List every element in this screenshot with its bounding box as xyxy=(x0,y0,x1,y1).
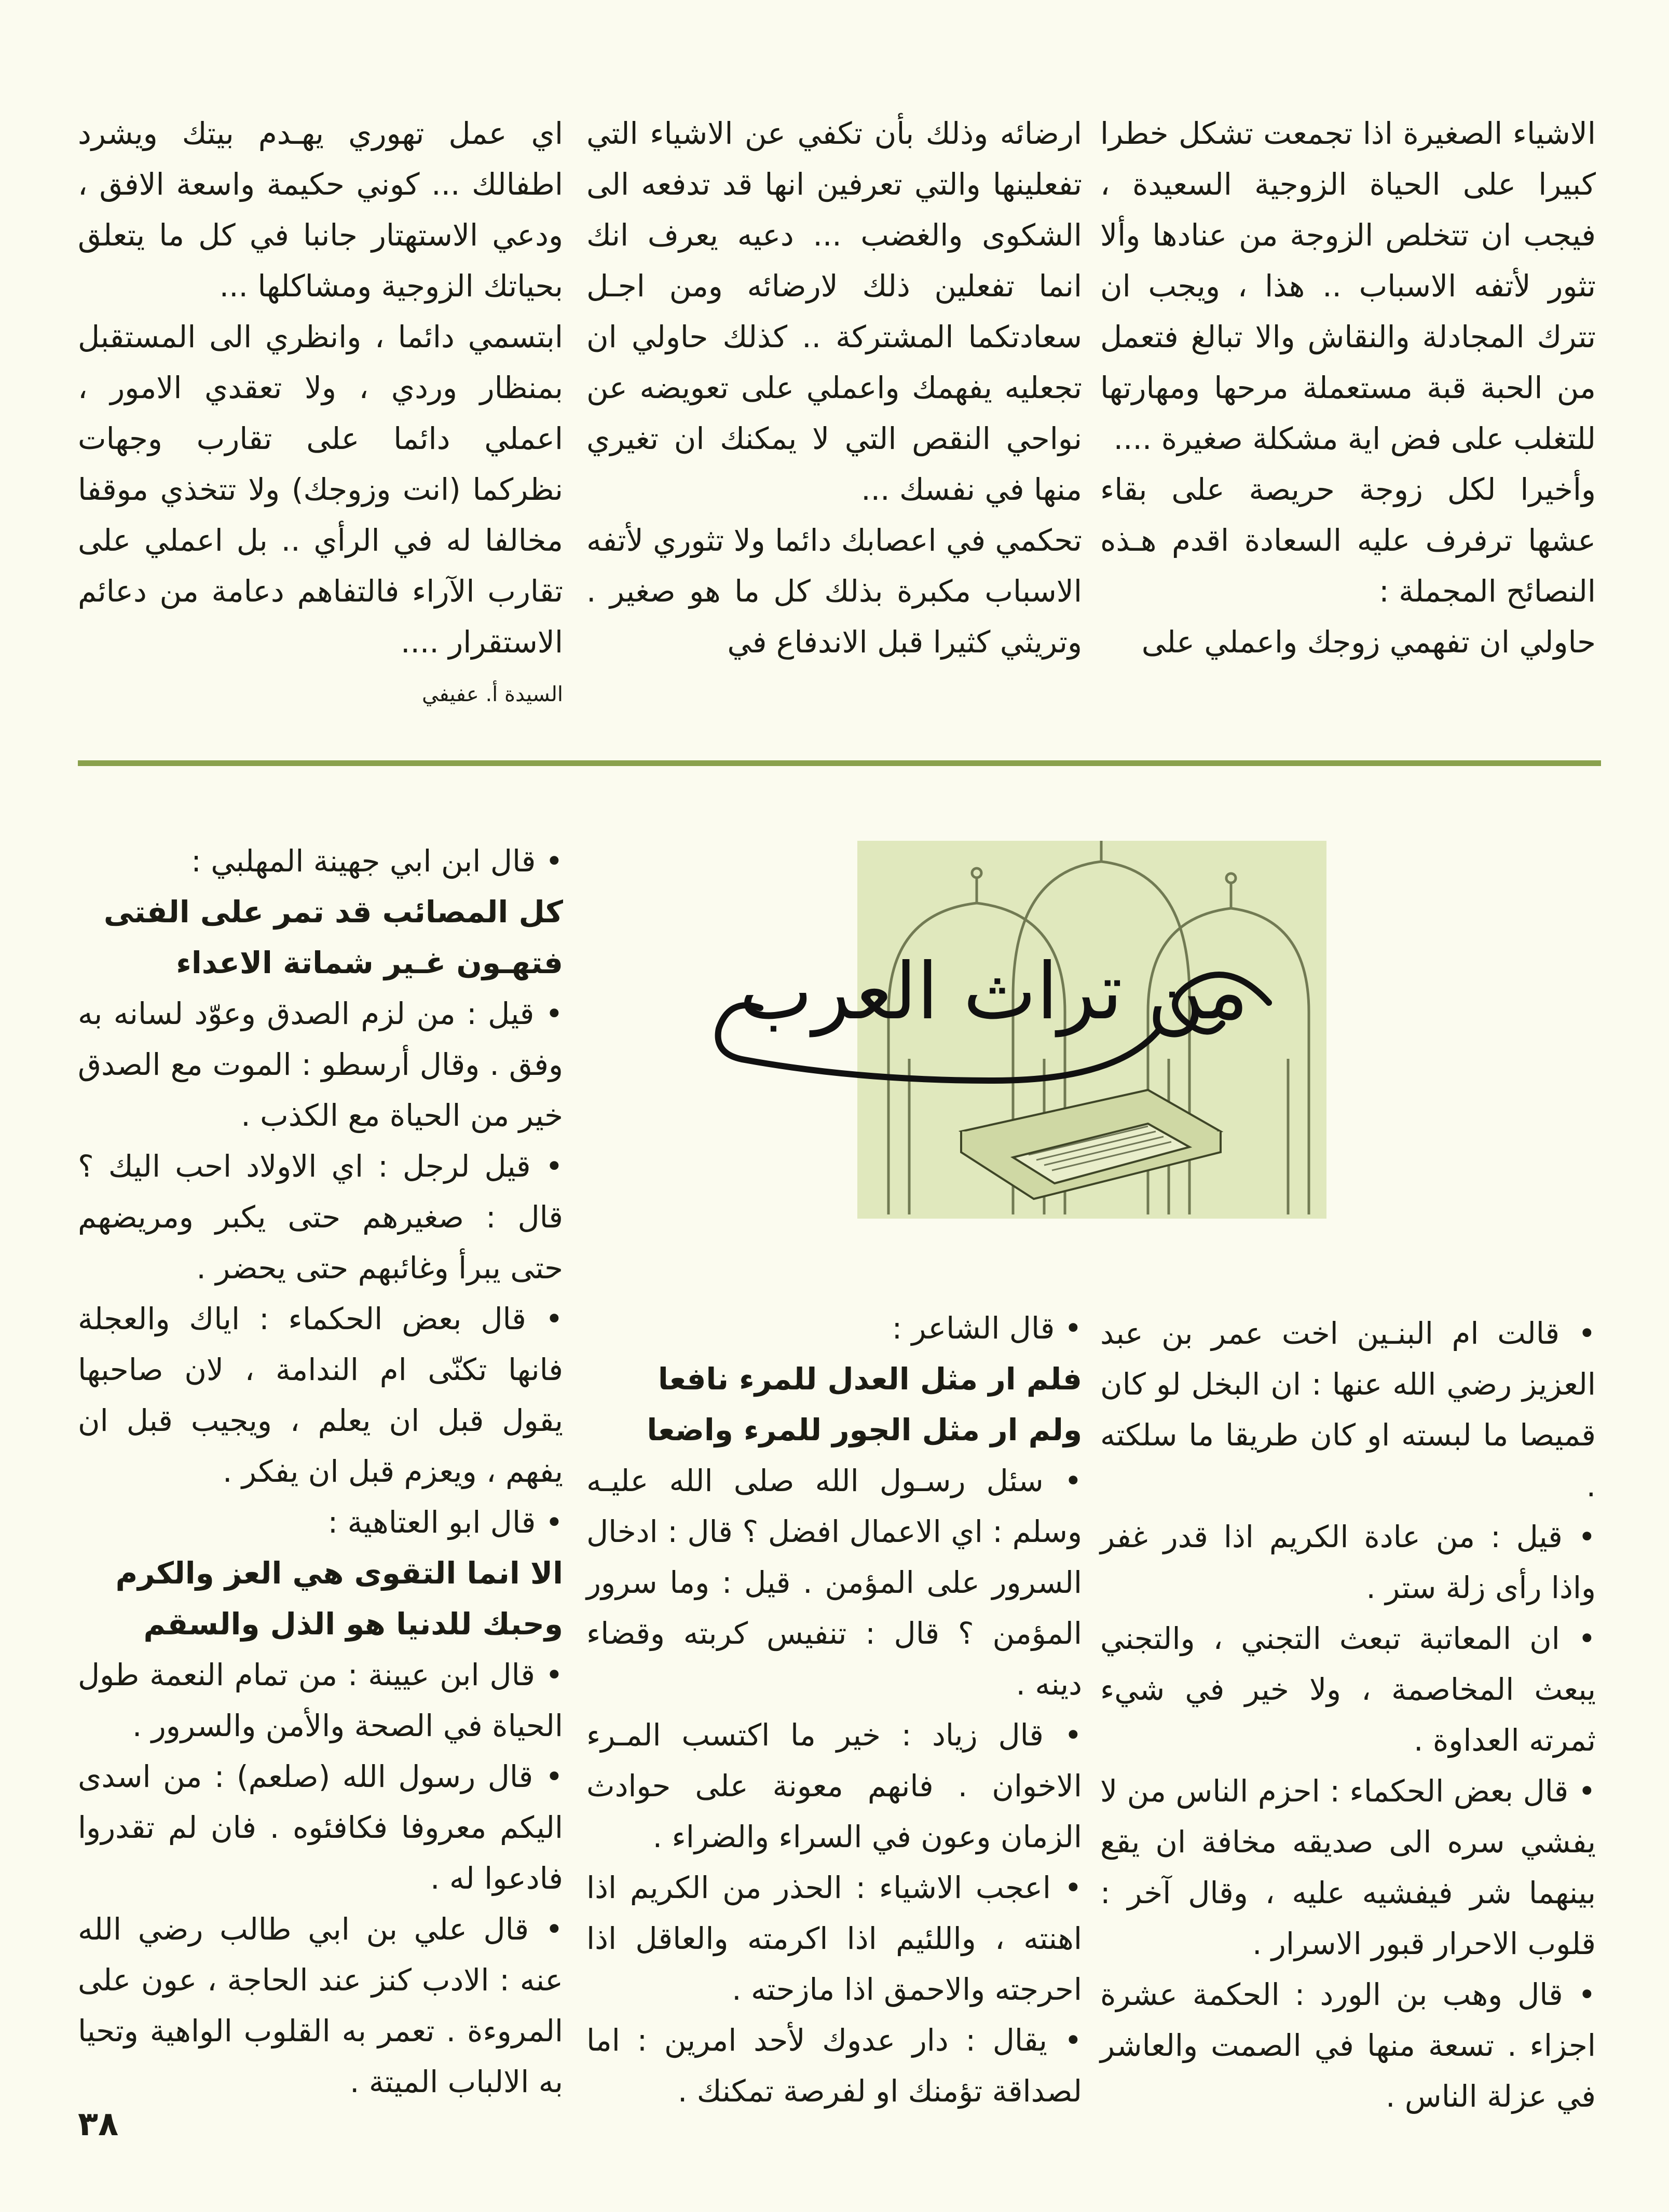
paragraph: وأخيرا لكل زوجة حريصة على بقاء عشها ترفرف عليه السعادة اقدم هـذه النصائح المجملة : xyxy=(1100,472,1596,609)
sayings-column-left xyxy=(78,836,563,2107)
saying: • اعجب الاشياء : الحذر من الكريم اذا اهنته ، واللئيم اذا اكرمته والعاقل اذا احرجته والاحمق اذا مازحته . xyxy=(586,1870,1082,2007)
saying: • يقال : دار عدوك لأحد امرين : اما لصداقة تؤمنك او لفرصة تمكنك . xyxy=(586,2023,1082,2109)
banner-calligraphy-title xyxy=(703,925,1284,1091)
sayings-column-right xyxy=(1100,1308,1596,2122)
verse-line: ولم ار مثل الجور للمرء واضعا xyxy=(647,1412,1082,1448)
paragraph: ارضائه وذلك بأن تكفي عن الاشياء التي تفعلينها والتي تعرفين انها قد تدفعه الى الشكوى والغضب ... دعيه يعرف انك انما تفعلين ذلك لارضائه ومن اجـل سعادتكما المشتركة .. كذلك حاولي ان تجعليه يفهمك واعملي على تعويضه عن نواحي النقص التي لا يمكنك ان تغيري منها في نفسك ... xyxy=(586,116,1082,507)
saying: • قال بعض الحكماء : احزم الناس من لا يفشي سره الى صديقه مخافة ان يقع بينهما شر فيفشيه عليه ، وقال آخر : قلوب الاحرار قبور الاسرار . xyxy=(1100,1773,1596,1961)
saying: • قال بعض الحكماء : اياك والعجلة فانها تكنّى ام الندامة ، لان صاحبها يقول قبل ان يعلم ، ويجيب قبل ان يفهم ، ويعزم قبل ان يفكر . xyxy=(78,1301,563,1489)
saying: • قيل : من عادة الكريم اذا قدر غفر واذا رأى زلة ستر . xyxy=(1100,1519,1596,1605)
saying: • ان المعاتبة تبعث التجني ، والتجني يبعث المخاصمة ، ولا خير في شيء ثمرته العداوة . xyxy=(1100,1621,1596,1758)
banner-title-text: من تراث العرب xyxy=(739,947,1249,1037)
saying-intro: • قال الشاعر : xyxy=(892,1310,1082,1346)
saying: • قيل لرجل : اي الاولاد احب اليك ؟ قال : صغيرهم حتى يكبر ومريضهم حتى يبرأ وغائبهم حتى يحضر . xyxy=(78,1149,563,1286)
saying: • قال وهب بن الورد : الحكمة عشرة اجزاء . تسعة منها في الصمت والعاشر في عزلة الناس . xyxy=(1100,1977,1596,2114)
paragraph: حاولي ان تفهمي زوجك واعملي على xyxy=(1141,624,1596,660)
saying: • قال زياد : خير ما اكتسب المـرء الاخوان . فانهم معونة على حوادث الزمان وعون في السراء والضراء . xyxy=(586,1717,1082,1854)
paragraph: تحكمي في اعصابك دائما ولا تثوري لأتفه الاسباب مكبرة بذلك كل ما هو صغير . وتريثي كثيرا قبل الاندفاع في xyxy=(586,523,1082,660)
article-column-right xyxy=(1100,108,1596,684)
paragraph: الاشياء الصغيرة اذا تجمعت تشكل خطرا كبيرا على الحياة الزوجية السعيدة ، فيجب ان تتخلص الزوجة من عنادها وألا تثور لأتفه الاسباب .. هذا ، ويجب ان تترك المجادلة والنقاش والا تبالغ فتعمل من الحبة قبة مستعملة مرحها ومهارتها للتغلب على فض اية مشكلة صغيرة .... xyxy=(1100,116,1596,456)
page-number: ٣٨ xyxy=(78,2105,119,2143)
paragraph: ابتسمي دائما ، وانظري الى المستقبل بمنظار وردي ، ولا تعقدي الامور ، اعملي دائما على تقارب وجهات نظركما (انت وزوجك) ولا تتخذي موقفا مخالفا له في الرأي .. بل اعملي على تقارب الآراء فالتفاهم دعامة من دعائم الاستقرار .... xyxy=(78,319,563,660)
saying: • سئل رسـول الله صلى الله عليـه وسلم : اي الاعمال افضل ؟ قال : ادخال السرور على المؤمن . قيل : وما سرور المؤمن ؟ قال : تنفيس كربته وقضاء دينه . xyxy=(586,1463,1082,1702)
saying-intro: • قال ابو العتاهية : xyxy=(327,1505,563,1540)
section-divider xyxy=(78,760,1601,766)
sayings-column-middle xyxy=(586,1303,1082,2117)
verse-line: فتهـون غـير شماتة الاعداء xyxy=(176,945,563,980)
author-signature: السيدة أ. عفيفي xyxy=(421,682,563,706)
article-column-middle xyxy=(586,108,1082,684)
saying: • قال رسول الله (صلعم) : من اسدى اليكم معروفا فكافئوه . فان لم تقدروا فادعوا له . xyxy=(78,1759,563,1896)
article-column-left xyxy=(78,108,563,706)
verse-line: وحبك للدنيا هو الذل والسقم xyxy=(143,1606,563,1642)
verse-line: فلم ار مثل العدل للمرء نافعا xyxy=(658,1361,1082,1397)
saying: • قيل : من لزم الصدق وعوّد لسانه به وفق . وقال أرسطو : الموت مع الصدق خير من الحياة مع الكذب . xyxy=(78,996,563,1133)
verse-line: كل المصائب قد تمر على الفتى xyxy=(103,894,563,930)
saying-intro: • قال ابن ابي جهينة المهلبي : xyxy=(191,843,563,879)
paragraph: اي عمل تهوري يهـدم بيتك ويشرد اطفالك ... كوني حكيمة واسعة الافق ، ودعي الاستهتار جانبا في كل ما يتعلق بحياتك الزوجية ومشاكلها ... xyxy=(78,116,563,304)
verse-line: الا انما التقوى هي العز والكرم xyxy=(115,1555,563,1591)
saying: • قالت ام البنـين اخت عمر بن عبد العزيز رضي الله عنها : ان البخل لو كان قميصا ما لبسته او كان طريقا ما سلكته . xyxy=(1100,1316,1596,1504)
saying: • قال علي بن ابي طالب رضي الله عنه : الادب كنز عند الحاجة ، عون على المروءة . تعمر به القلوب الواهية وتحيا به الالباب الميتة . xyxy=(78,1911,563,2099)
saying: • قال ابن عيينة : من تمام النعمة طول الحياة في الصحة والأمن والسرور . xyxy=(78,1657,563,1743)
